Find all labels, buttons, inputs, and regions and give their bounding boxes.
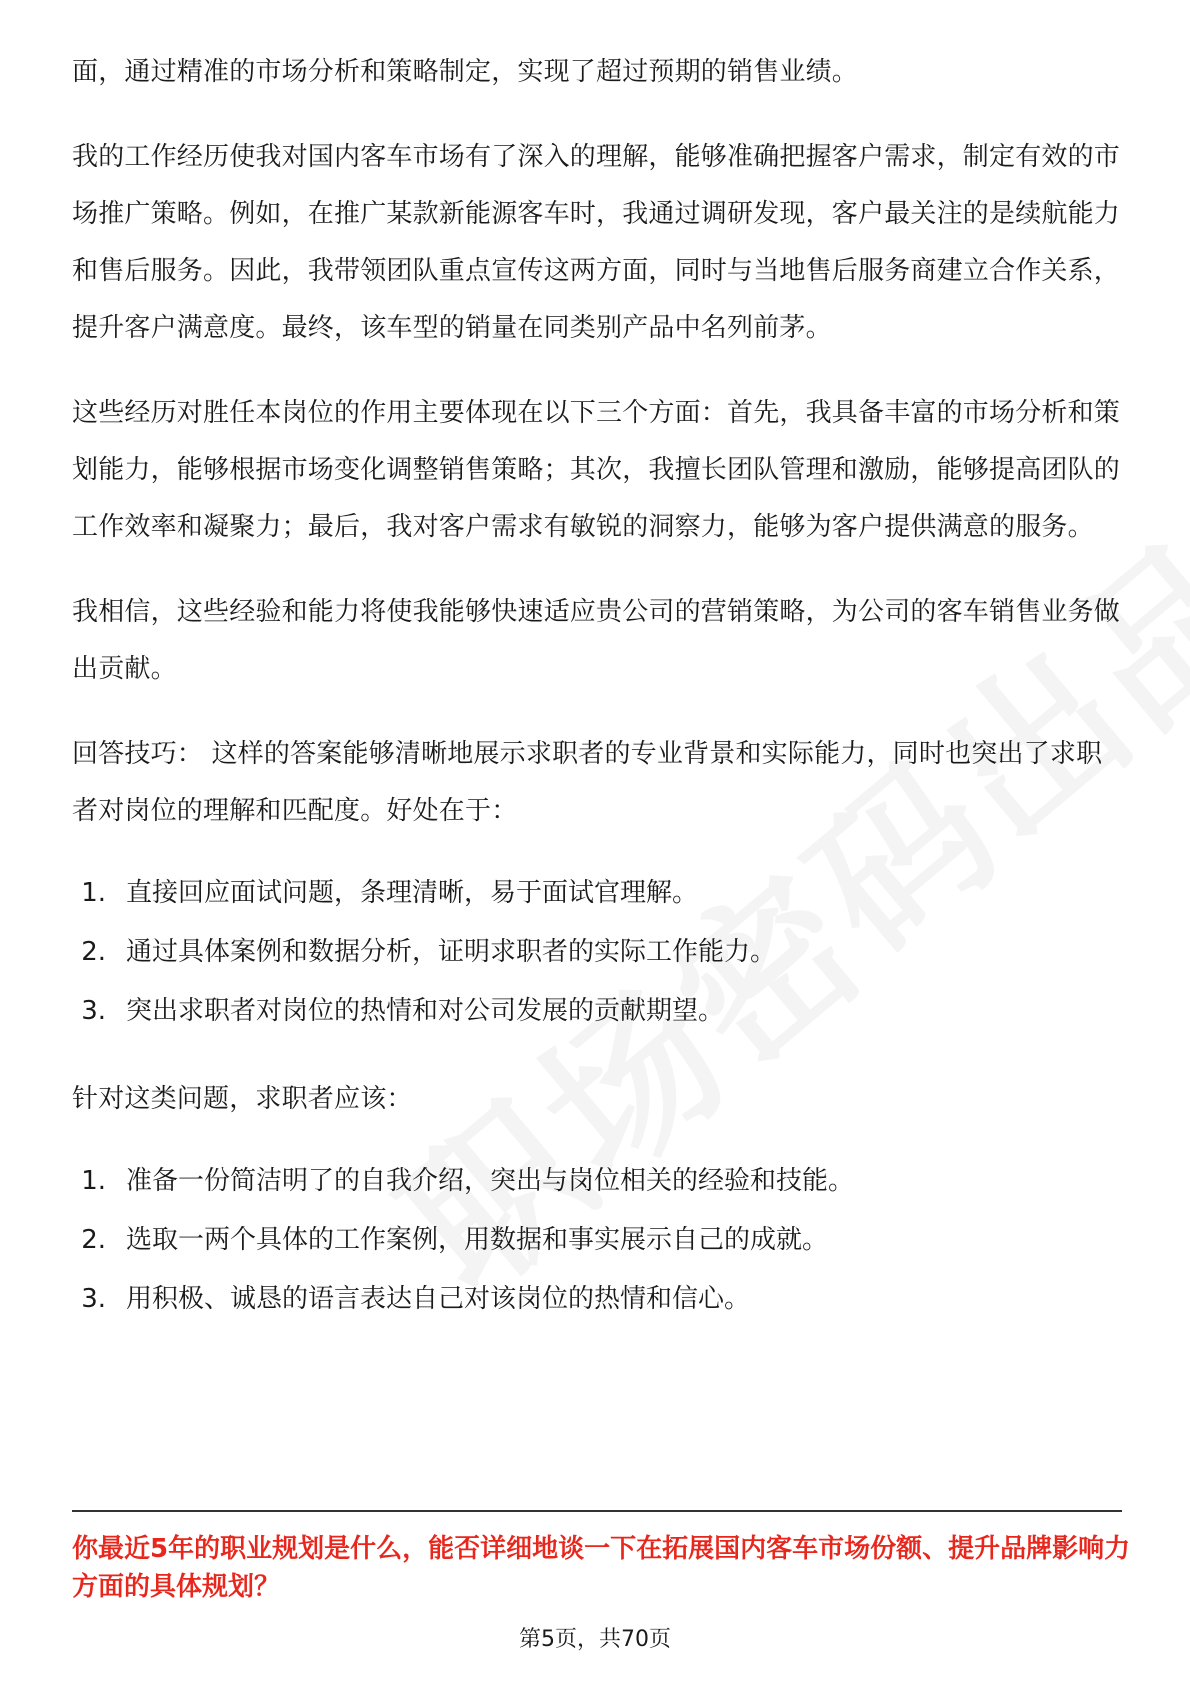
list-item (72, 1211, 1122, 1270)
section-divider (72, 1510, 1122, 1512)
advice-list (72, 1152, 1122, 1329)
paragraph-1: 面，通过精准的市场分析和策略制定，实现了超过预期的销售业绩。 (72, 57, 859, 87)
list-item (72, 1270, 1122, 1329)
next-question-heading: 你最近5年的职业规划是什么，能否详细地谈一下在拓展国内客车市场份额、提升品牌影响力方面的具体规划？ (72, 1534, 1131, 1602)
list-text: 直接回应面试问题，条理清晰，易于面试官理解。 (126, 878, 699, 908)
page-number: 第5页，共70页 (519, 1627, 671, 1652)
paragraph-4: 我相信，这些经验和能力将使我能够快速适应贵公司的营销策略，为公司的客车销售业务做出贡献。 (72, 597, 1121, 684)
list-text: 准备一份简洁明了的自我介绍，突出与岗位相关的经验和技能。 (126, 1166, 855, 1196)
benefits-list (72, 864, 1122, 1041)
list-number: 1. (81, 1166, 106, 1196)
answer-tips-paragraph: 回答技巧： 这样的答案能够清晰地展示求职者的专业背景和实际能力，同时也突出了求职者对岗位的理解和匹配度。好处在于： (72, 739, 1103, 826)
list-text: 用积极、诚恳的语言表达自己对该岗位的热情和信心。 (126, 1284, 751, 1314)
list-text: 通过具体案例和数据分析，证明求职者的实际工作能力。 (126, 937, 777, 967)
page-content (72, 44, 1122, 1359)
paragraph-2: 我的工作经历使我对国内客车市场有了深入的理解，能够准确把握客户需求，制定有效的市场推广策略。例如，在推广某款新能源客车时，我通过调研发现，客户最关注的是续航能力和售后服务。因此，我带领团队重点宣传这两方面，同时与当地售后服务商建立合作关系，提升客户满意度。最终，该车型的销量在同类别产品中名列前茅。 (72, 142, 1121, 343)
advice-intro: 针对这类问题，求职者应该： (72, 1084, 413, 1114)
list-number: 3. (81, 996, 106, 1026)
list-number: 3. (81, 1284, 106, 1314)
list-item (72, 982, 1122, 1041)
list-text: 突出求职者对岗位的热情和对公司发展的贡献期望。 (126, 996, 725, 1026)
list-number: 2. (81, 1225, 106, 1255)
list-number: 1. (81, 878, 106, 908)
list-item (72, 864, 1122, 923)
list-item (72, 923, 1122, 982)
list-text: 选取一两个具体的工作案例，用数据和事实展示自己的成就。 (126, 1225, 829, 1255)
list-number: 2. (81, 937, 106, 967)
paragraph-3: 这些经历对胜任本岗位的作用主要体现在以下三个方面：首先，我具备丰富的市场分析和策划能力，能够根据市场变化调整销售策略；其次，我擅长团队管理和激励，能够提高团队的工作效率和凝聚力；最后，我对客户需求有敏锐的洞察力，能够为客户提供满意的服务。 (72, 398, 1121, 542)
list-item (72, 1152, 1122, 1211)
